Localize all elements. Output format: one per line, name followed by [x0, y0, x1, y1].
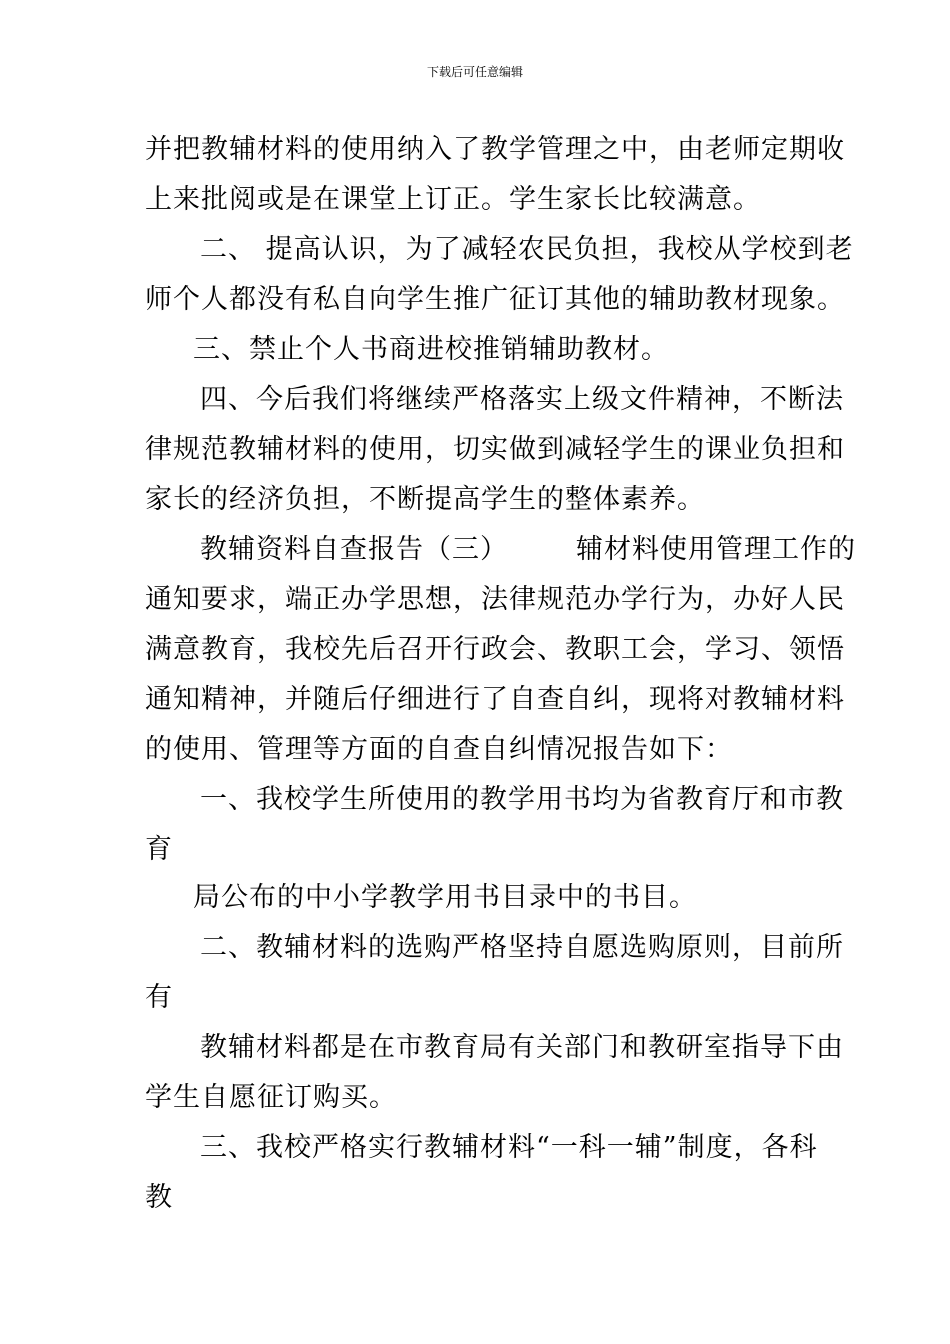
page-header: 下载后可任意编辑 — [426, 65, 523, 79]
text-line: 律规范教辅材料的使用，切实做到减轻学生的课业负担和 — [145, 434, 845, 465]
text-line: 育 — [145, 834, 173, 865]
text-line: 家长的经济负担，不断提高学生的整体素养。 — [145, 484, 705, 515]
text-fragment: 辅材料使用管理工作的 — [576, 534, 856, 565]
text-line: 二、 提高认识，为了减轻农民负担，我校从学校到老 — [200, 234, 854, 265]
text-line: 教辅材料都是在市教育局有关部门和教研室指导下由 — [200, 1032, 844, 1063]
text-line: 通知精神，并随后仔细进行了自查自纠，现将对教辅材料 — [145, 684, 845, 715]
text-line: 满意教育，我校先后召开行政会、教职工会，学习、领悟 — [145, 634, 845, 665]
text-line: 三、我校严格实行教辅材料“一科一辅”制度，各科 — [200, 1132, 818, 1163]
text-line: 三、禁止个人书商进校推销辅助教材。 — [193, 334, 669, 365]
text-line: 有 — [145, 982, 173, 1013]
text-line: 学生自愿征订购买。 — [145, 1082, 397, 1113]
text-line: 师个人都没有私自向学生推广征订其他的辅助教材现象。 — [145, 284, 845, 315]
text-line: 一、我校学生所使用的教学用书均为省教育厅和市教 — [200, 784, 844, 815]
text-line — [200, 533, 856, 567]
report-title: 教辅资料自查报告（三） — [200, 534, 508, 565]
text-line: 通知要求，端正办学思想，法律规范办学行为，办好人民 — [145, 584, 845, 615]
text-line: 并把教辅材料的使用纳入了教学管理之中，由老师定期收 — [145, 134, 845, 165]
text-line: 的使用、管理等方面的自查自纠情况报告如下： — [145, 734, 733, 765]
text-line: 上来批阅或是在课堂上订正。学生家长比较满意。 — [145, 184, 761, 215]
text-line: 局公布的中小学教学用书目录中的书目。 — [193, 882, 697, 913]
text-line: 四、今后我们将继续严格落实上级文件精神，不断法 — [200, 384, 844, 415]
text-line: 二、教辅材料的选购严格坚持自愿选购原则，目前所 — [200, 932, 844, 963]
text-line: 教 — [145, 1182, 173, 1213]
